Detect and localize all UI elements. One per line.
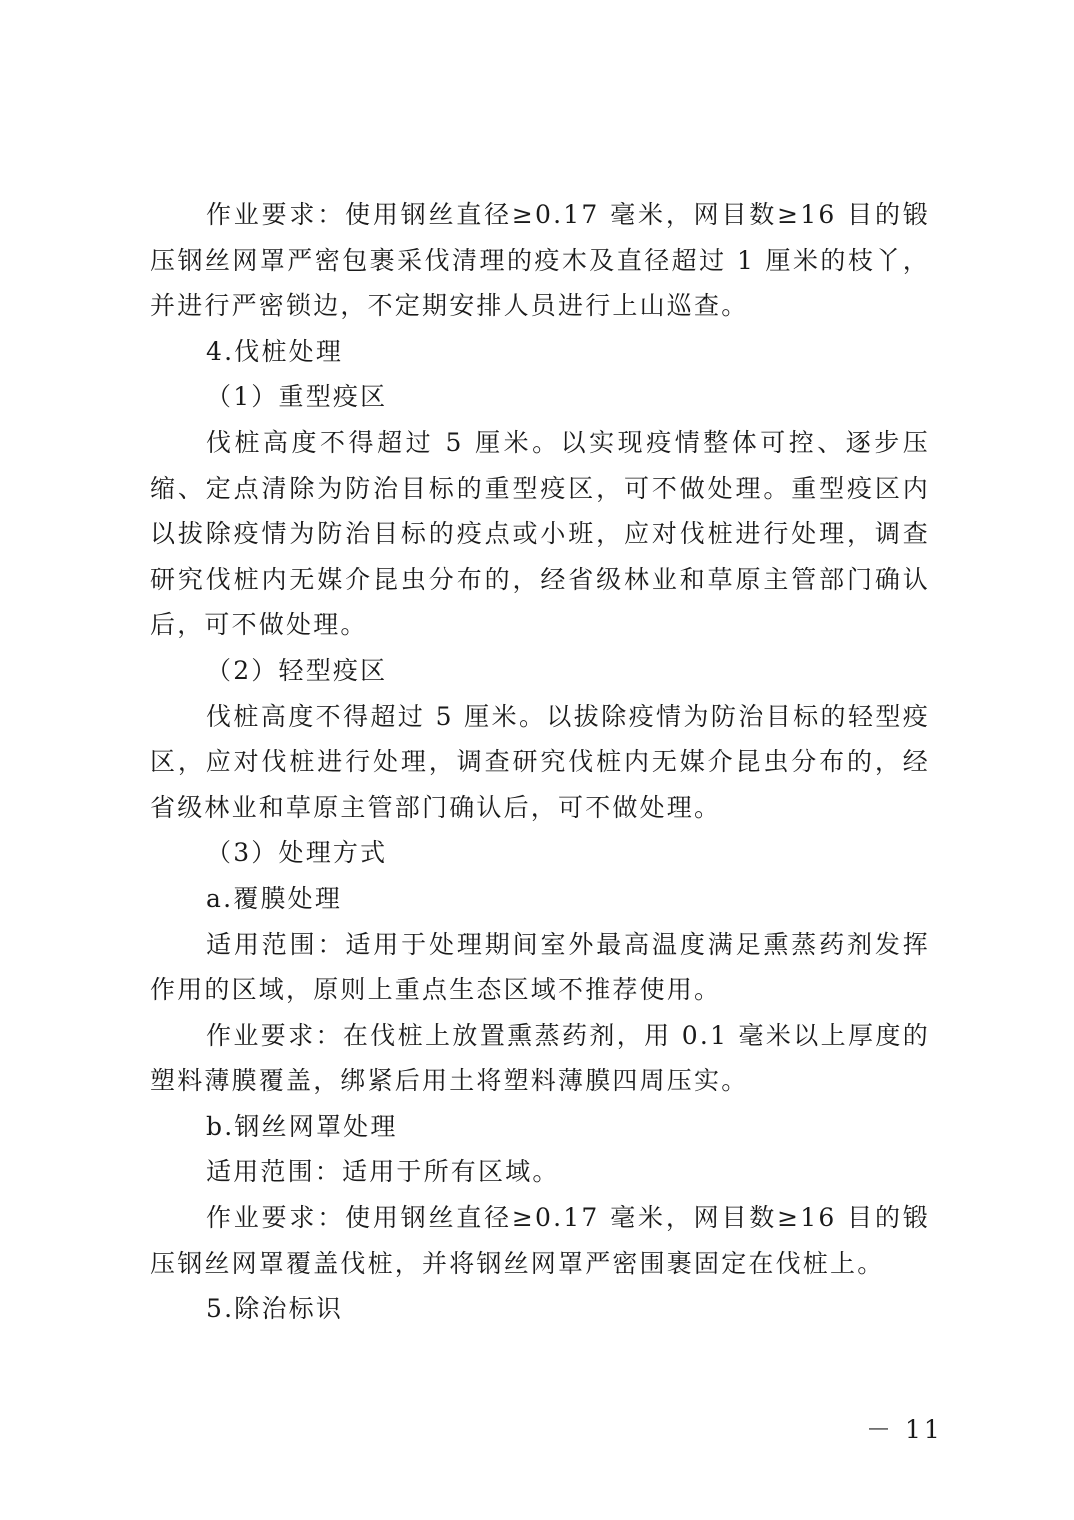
document-body: [150, 192, 930, 1332]
heading-severe-epidemic-area: （1）重型疫区: [206, 382, 388, 412]
paragraph-light-area-rules: 伐桩高度不得超过 5 厘米。以拔除疫情为防治目标的轻型疫区，应对伐桩进行处理，调查研究伐桩内无媒介昆虫分布的，经省级林业和草原主管部门确认后，可不做处理。: [150, 701, 930, 822]
heading-film-covering: a.覆膜处理: [206, 883, 343, 913]
heading-stump-treatment: 4.伐桩处理: [206, 336, 344, 366]
paragraph-film-requirement: 作业要求：在伐桩上放置熏蒸药剂，用 0.1 毫米以上厚度的塑料薄膜覆盖，绑紧后用土将塑料薄膜四周压实。: [150, 1020, 930, 1096]
heading-eradication-marking: 5.除治标识: [206, 1294, 344, 1324]
heading-light-epidemic-area: （2）轻型疫区: [206, 655, 388, 685]
heading-treatment-methods: （3）处理方式: [206, 838, 388, 868]
paragraph-mesh-requirement: 作业要求：使用钢丝直径≥0.17 毫米，网目数≥16 目的锻压钢丝网罩覆盖伐桩，并将钢丝网罩严密围裹固定在伐桩上。: [150, 1203, 930, 1278]
paragraph-film-scope: 适用范围：适用于处理期间室外最高温度满足熏蒸药剂发挥作用的区域，原则上重点生态区域不推荐使用。: [150, 929, 930, 1005]
heading-wire-mesh: b.钢丝网罩处理: [206, 1111, 398, 1141]
page-number: － 11: [866, 1415, 943, 1444]
paragraph-work-requirement-1: 作业要求：使用钢丝直径≥0.17 毫米，网目数≥16 目的锻压钢丝网罩严密包裹采伐清理的疫木及直径超过 1 厘米的枝丫，并进行严密锁边，不定期安排人员进行上山巡查。: [150, 200, 930, 321]
paragraph-mesh-scope: 适用范围：适用于所有区域。: [206, 1157, 560, 1187]
paragraph-severe-area-rules: 伐桩高度不得超过 5 厘米。以实现疫情整体可控、逐步压缩、定点清除为防治目标的重型疫区，可不做处理。重型疫区内以拔除疫情为防治目标的疫点或小班，应对伐桩进行处理，调查研究伐桩内无媒介昆虫分布的，经省级林业和草原主管部门确认后，可不做处理。: [150, 427, 930, 640]
